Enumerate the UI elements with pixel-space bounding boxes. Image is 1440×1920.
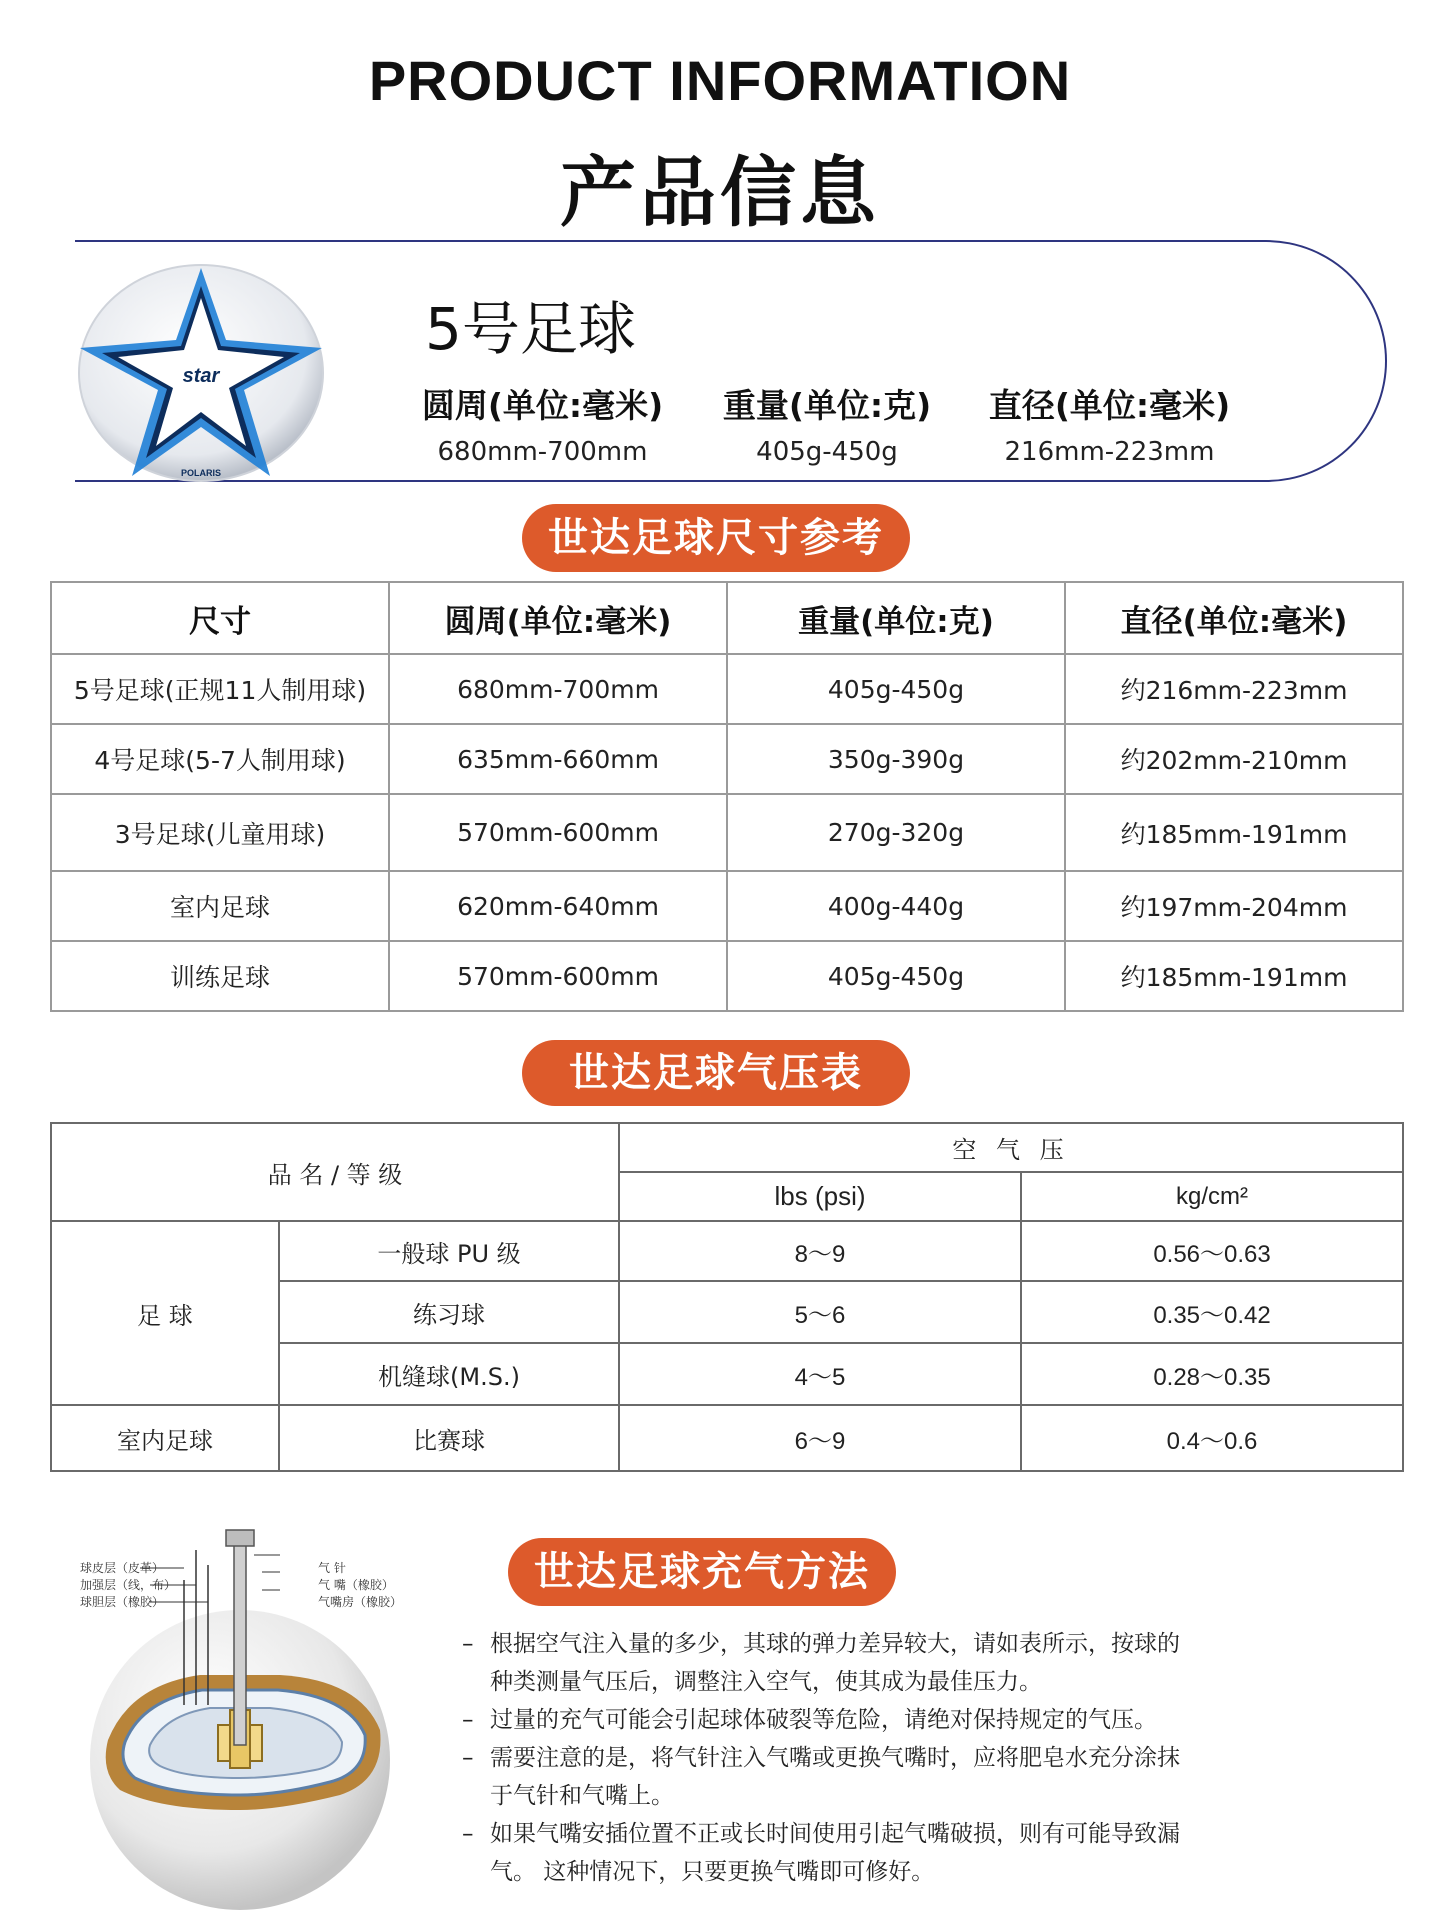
list-item: – 过量的充气可能会引起球体破裂等危险，请绝对保持规定的气压。 xyxy=(462,1707,1157,1733)
table-cell: 680mm-700mm xyxy=(389,654,727,724)
table-cell: 4～5 xyxy=(619,1343,1021,1405)
table-header-row xyxy=(51,582,1403,654)
table-cell: 练习球 xyxy=(279,1281,619,1343)
list-item: – 如果气嘴安插位置不正或长时间使用引起气嘴破损，则有可能导致漏气。 这种情况下，只要更换气嘴即可修好。 xyxy=(462,1821,1180,1885)
table-header: 重量(单位:克) xyxy=(727,582,1065,654)
table-cell: 约202mm-210mm xyxy=(1065,724,1403,794)
table-header: 直径(单位:毫米) xyxy=(1065,582,1403,654)
product-name: 5号足球 xyxy=(425,295,636,363)
table-cell: 比赛球 xyxy=(279,1405,619,1471)
table-cell: 635mm-660mm xyxy=(389,724,727,794)
diagram-left-labels xyxy=(80,1560,176,1611)
table-cell: 0.4～0.6 xyxy=(1021,1405,1403,1471)
table-row xyxy=(51,654,1403,724)
table-cell: 405g-450g xyxy=(727,941,1065,1011)
pressure-unit-psi: lbs (psi) xyxy=(619,1172,1021,1221)
ball-brand-text: star xyxy=(182,365,220,387)
table-cell: 5～6 xyxy=(619,1281,1021,1343)
table-cell: 3号足球(儿童用球) xyxy=(51,794,389,871)
spec-value: 680mm-700mm xyxy=(437,437,648,467)
table-cell: 一般球 PU 级 xyxy=(279,1221,619,1281)
pressure-table xyxy=(50,1122,1404,1472)
size-banner: 世达足球尺寸参考 xyxy=(522,504,910,572)
pressure-banner: 世达足球气压表 xyxy=(522,1040,910,1106)
ball-model-text: POLARIS xyxy=(180,468,222,478)
table-cell: 约185mm-191mm xyxy=(1065,794,1403,871)
spec-value: 405g-450g xyxy=(756,437,898,467)
page-title-en: PRODUCT INFORMATION xyxy=(368,49,1072,112)
table-row xyxy=(51,1221,1403,1281)
diagram-label: 球皮层（皮革） xyxy=(80,1561,165,1575)
table-cell: 约216mm-223mm xyxy=(1065,654,1403,724)
table-cell: 570mm-600mm xyxy=(389,794,727,871)
pressure-group-indoor: 室内足球 xyxy=(51,1405,279,1471)
table-cell: 270g-320g xyxy=(727,794,1065,871)
diagram-label: 球胆层（橡胶） xyxy=(80,1595,165,1609)
spec-label: 圆周(单位:毫米) xyxy=(421,386,664,425)
table-cell: 350g-390g xyxy=(727,724,1065,794)
spec-value: 216mm-223mm xyxy=(1004,437,1215,467)
note-text: 需要注意的是，将气针注入气嘴或更换气嘴时，应将肥皂水充分涂抹于气针和气嘴上。 xyxy=(490,1745,1180,1809)
spec-label: 重量(单位:克) xyxy=(722,386,932,425)
table-cell: 570mm-600mm xyxy=(389,941,727,1011)
table-row xyxy=(51,941,1403,1011)
diagram-label: 加强层（线，布） xyxy=(80,1578,177,1592)
spec-weight xyxy=(712,380,942,467)
table-cell: 约197mm-204mm xyxy=(1065,871,1403,941)
table-cell: 0.35～0.42 xyxy=(1021,1281,1403,1343)
table-cell: 室内足球 xyxy=(51,871,389,941)
table-cell: 4号足球(5-7人制用球) xyxy=(51,724,389,794)
table-header: 圆周(单位:毫米) xyxy=(389,582,727,654)
note-text: 根据空气注入量的多少，其球的弹力差异较大，请如表所示，按球的种类测量气压后，调整注入空气，使其成为最佳压力。 xyxy=(490,1631,1180,1695)
pressure-group-football: 足 球 xyxy=(51,1221,279,1405)
page-title-cn: 产品信息 xyxy=(560,148,880,237)
table-cell: 训练足球 xyxy=(51,941,389,1011)
table-row xyxy=(51,724,1403,794)
diagram-label: 气嘴房（橡胶） xyxy=(318,1595,403,1609)
table-header: 尺寸 xyxy=(51,582,389,654)
table-row xyxy=(51,871,1403,941)
table-cell: 400g-440g xyxy=(727,871,1065,941)
diagram-label: 气 针 xyxy=(318,1561,346,1575)
diagram-right-labels xyxy=(318,1560,402,1611)
table-cell: 0.28～0.35 xyxy=(1021,1343,1403,1405)
pressure-name-header: 品 名 / 等 级 xyxy=(51,1123,619,1221)
note-text: 过量的充气可能会引起球体破裂等危险，请绝对保持规定的气压。 xyxy=(490,1707,1157,1733)
table-cell: 5号足球(正规11人制用球) xyxy=(51,654,389,724)
pressure-unit-kg: kg/cm² xyxy=(1021,1172,1403,1221)
size-table xyxy=(50,581,1404,1012)
table-cell: 620mm-640mm xyxy=(389,871,727,941)
table-cell: 6～9 xyxy=(619,1405,1021,1471)
list-item: – 需要注意的是，将气针注入气嘴或更换气嘴时，应将肥皂水充分涂抹于气针和气嘴上。 xyxy=(462,1745,1180,1809)
spec-label: 直径(单位:毫米) xyxy=(988,386,1231,425)
inflation-notes xyxy=(462,1625,1202,1891)
table-row xyxy=(51,794,1403,871)
pressure-air-header: 空 气 压 xyxy=(619,1123,1403,1172)
diagram-label: 气 嘴（橡胶） xyxy=(318,1578,394,1592)
list-item: – 根据空气注入量的多少，其球的弹力差异较大，请如表所示，按球的种类测量气压后，调整注入空气，使其成为最佳压力。 xyxy=(462,1631,1180,1695)
table-cell: 405g-450g xyxy=(727,654,1065,724)
table-cell: 8～9 xyxy=(619,1221,1021,1281)
spec-diameter xyxy=(982,380,1237,467)
inflation-banner: 世达足球充气方法 xyxy=(508,1538,896,1606)
table-cell: 机缝球(M.S.) xyxy=(279,1343,619,1405)
table-cell: 0.56～0.63 xyxy=(1021,1221,1403,1281)
table-row xyxy=(51,1405,1403,1471)
note-text: 如果气嘴安插位置不正或长时间使用引起气嘴破损，则有可能导致漏气。 这种情况下，只要更换气嘴即可修好。 xyxy=(490,1821,1180,1885)
spec-circumference xyxy=(415,380,670,467)
soccer-ball-image xyxy=(74,262,328,484)
table-cell: 约185mm-191mm xyxy=(1065,941,1403,1011)
